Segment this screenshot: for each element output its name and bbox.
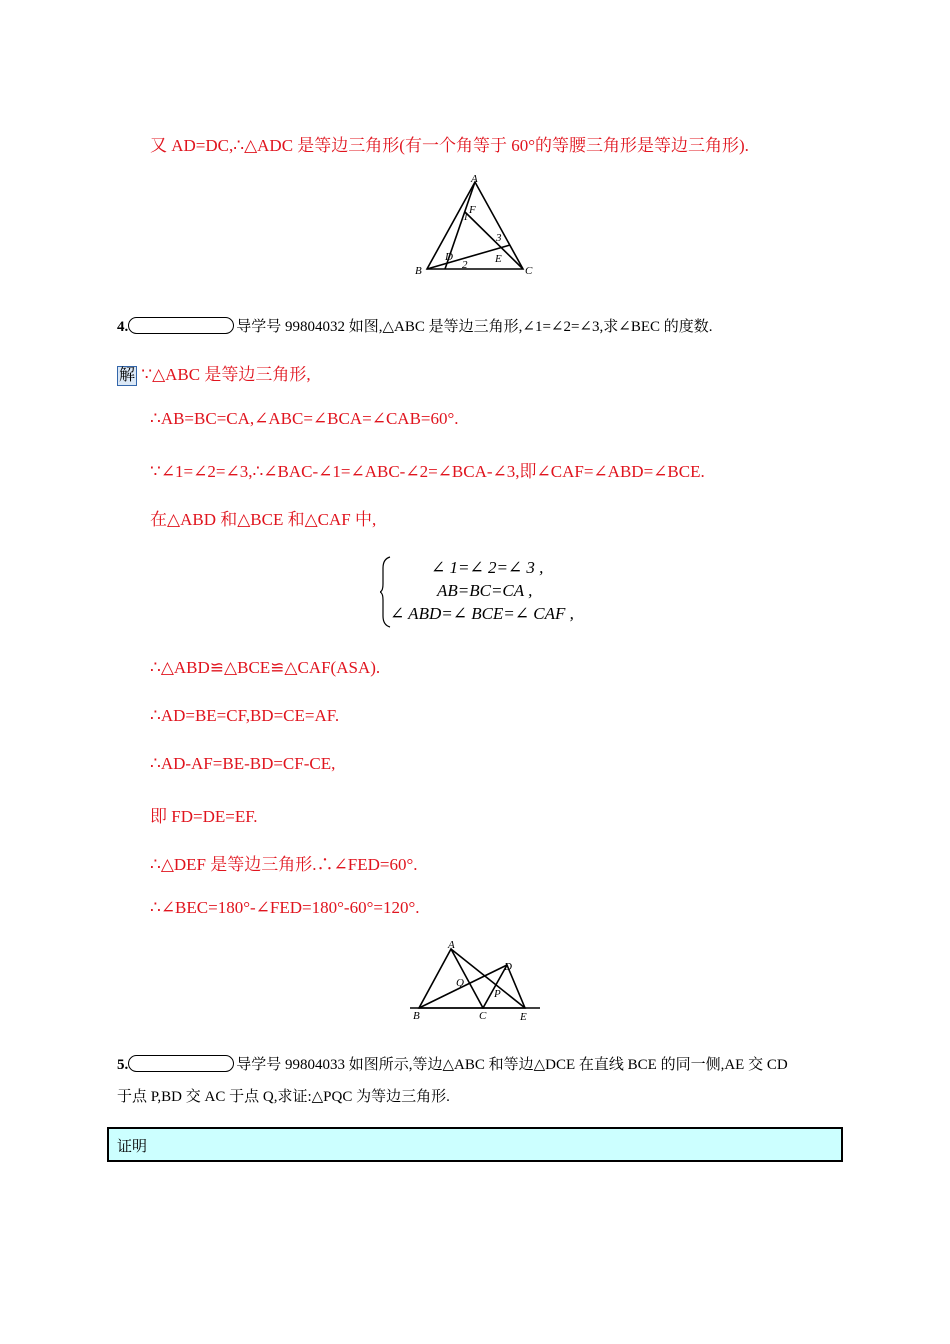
proof-label: 证明 bbox=[117, 1137, 148, 1155]
fig1-label-c: C bbox=[525, 265, 533, 277]
question-5-text-1: 导学号 99804033 如图所示,等边△ABC 和等边△DCE 在直线 BCE 的同一侧,AE 交 CD bbox=[236, 1057, 788, 1073]
fig1-label-d: D bbox=[445, 251, 453, 263]
system-row-1: ∠ 1=∠ 2=∠ 3 , bbox=[431, 558, 544, 577]
question-4 bbox=[117, 315, 713, 336]
system-row-3: ∠ ABD=∠ BCE=∠ CAF , bbox=[390, 604, 574, 623]
fig1-label-f: F bbox=[469, 204, 476, 216]
fig2-label-c: C bbox=[479, 1010, 487, 1022]
solution-line-8: 即 FD=DE=EF. bbox=[150, 807, 258, 826]
question-4-text: 导学号 99804032 如图,△ABC 是等边三角形,∠1=∠2=∠3,求∠BEC 的度数. bbox=[236, 319, 713, 335]
question-4-tag bbox=[128, 317, 234, 334]
fig1-label-b: B bbox=[415, 265, 422, 277]
triangle-figure-1 bbox=[410, 170, 540, 280]
answer-line-top: 又 AD=DC,∴△ADC 是等边三角形(有一个角等于 60°的等腰三角形是等边三角形). bbox=[150, 136, 749, 155]
question-5-line-1 bbox=[117, 1053, 788, 1074]
solution-label: 解 bbox=[119, 367, 136, 384]
solution-line-4: 在△ABD 和△BCE 和△CAF 中, bbox=[150, 510, 377, 529]
solution-line-3: ∵∠1=∠2=∠3,∴∠BAC-∠1=∠ABC-∠2=∠BCA-∠3,即∠CAF=∠ABD=∠BCE. bbox=[150, 462, 705, 481]
question-5-tag bbox=[128, 1055, 234, 1072]
fig2-label-d: D bbox=[504, 961, 512, 973]
fig2-label-p: P bbox=[494, 988, 501, 1000]
question-5-line-2: 于点 P,BD 交 AC 于点 Q,求证:△PQC 为等边三角形. bbox=[117, 1089, 450, 1105]
proof-answer-box[interactable] bbox=[107, 1127, 843, 1162]
solution-line-6: ∴AD=BE=CF,BD=CE=AF. bbox=[150, 706, 340, 725]
fig1-label-1: 1 bbox=[463, 211, 469, 223]
fig1-label-e: E bbox=[495, 253, 502, 265]
solution-line-5: ∴△ABD≌△BCE≌△CAF(ASA). bbox=[150, 658, 381, 677]
fig2-label-e: E bbox=[520, 1011, 527, 1023]
question-4-number: 4. bbox=[117, 319, 129, 335]
question-5-number: 5. bbox=[117, 1057, 129, 1073]
fig1-label-2: 2 bbox=[462, 259, 468, 271]
fig1-label-a: A bbox=[471, 173, 478, 185]
equation-system bbox=[380, 556, 620, 628]
solution-line-10: ∴∠BEC=180°-∠FED=180°-60°=120°. bbox=[150, 898, 420, 917]
fig2-label-b: B bbox=[413, 1010, 420, 1022]
fig2-label-q: Q bbox=[456, 977, 464, 989]
fig1-label-3: 3 bbox=[496, 232, 502, 244]
fig2-label-a: A bbox=[448, 939, 455, 951]
solution-line-1 bbox=[117, 360, 311, 386]
system-row-2: AB=BC=CA , bbox=[437, 581, 533, 600]
solution-line-9: ∴△DEF 是等边三角形.∴∠FED=60°. bbox=[150, 855, 418, 874]
solution-line-7: ∴AD-AF=BE-BD=CF-CE, bbox=[150, 754, 336, 773]
solution-line-1-text: ∵△ABC 是等边三角形, bbox=[141, 365, 311, 384]
solution-line-2: ∴AB=BC=CA,∠ABC=∠BCA=∠CAB=60°. bbox=[150, 409, 459, 428]
triangle-figure-2 bbox=[405, 935, 545, 1025]
